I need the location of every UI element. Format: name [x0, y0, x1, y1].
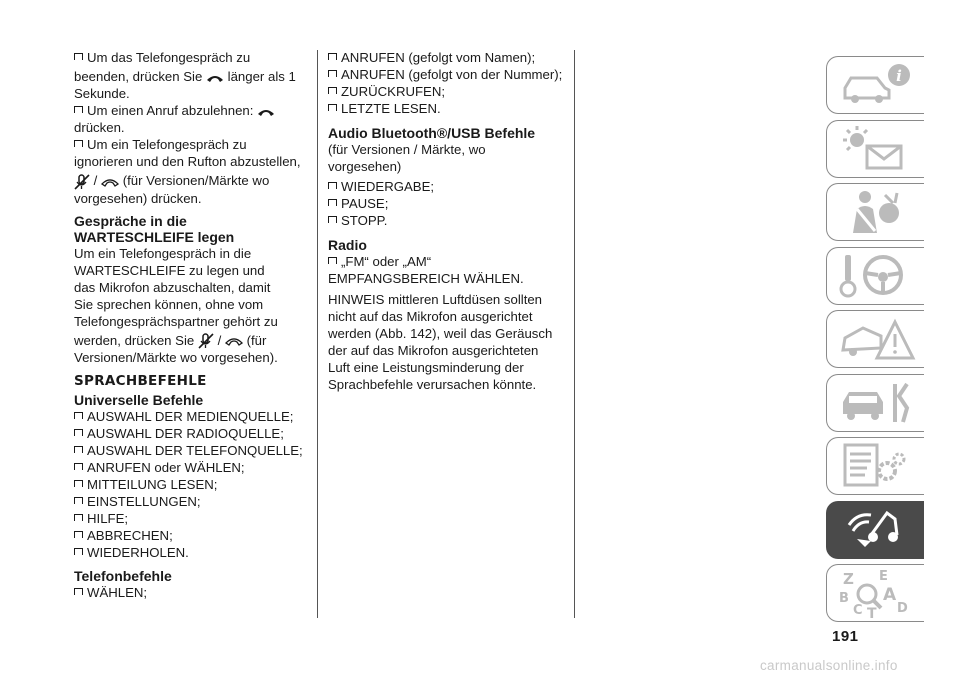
tab-starting-driving[interactable]	[826, 247, 924, 305]
section-title: SPRACHBEFEHLE	[74, 373, 207, 390]
list-item: AUSWAHL DER MEDIENQUELLE;	[74, 409, 306, 425]
text-line: werden (Abb. 142), weil das Geräusch	[328, 326, 553, 341]
emergency-car-warning-icon	[837, 314, 917, 364]
list-item: LETZTE LESEN.	[328, 101, 564, 117]
text-line: das Mikrofon abzuschalten, damit	[74, 279, 271, 295]
index-letter-a: A	[883, 585, 897, 605]
list-item	[74, 50, 306, 66]
tab-maintenance[interactable]	[826, 374, 924, 432]
index-letter-d: D	[897, 601, 908, 616]
text-span: (für Versionen/Märkte wo	[122, 173, 270, 188]
text-line: EMPFANGSBEREICH WÄHLEN.	[328, 271, 524, 286]
tab-safety[interactable]	[826, 183, 924, 241]
list-item	[74, 137, 306, 153]
text-span: beenden, drücken Sie	[74, 69, 203, 84]
column-left	[74, 50, 306, 602]
warning-lights-message-icon	[837, 124, 917, 174]
tab-car-info[interactable]	[826, 56, 924, 114]
car-service-tools-icon	[837, 378, 917, 428]
text-line: Um das Telefongespräch zu	[87, 50, 251, 65]
seatbelt-airbag-icon	[837, 187, 917, 237]
chapter-tabs	[826, 56, 926, 628]
heading-hold: Gespräche in die WARTESCHLEIFE legen	[74, 212, 235, 245]
text-line: vorgesehen)	[328, 159, 402, 174]
text-line	[74, 69, 306, 85]
list-item: EINSTELLUNGEN;	[74, 494, 306, 510]
column-divider	[574, 50, 575, 618]
text-line: Luft eine Leistungsminderung der	[328, 360, 524, 375]
phone-hangup-icon	[257, 107, 275, 117]
index-letter-c: C	[853, 603, 863, 618]
list-item: HILFE;	[74, 511, 306, 527]
list-item: PAUSE;	[328, 196, 564, 212]
text-line: WARTESCHLEIFE zu legen und	[74, 262, 265, 278]
text-line	[74, 173, 306, 190]
slash-separator: /	[93, 173, 98, 188]
list-item: ANRUFEN (gefolgt vom Namen);	[328, 50, 564, 66]
phone-hangup-icon	[206, 73, 224, 83]
page-number: 191	[832, 628, 859, 645]
list-item: ABBRECHEN;	[74, 528, 306, 544]
text-line: der auf das Mikrofon ausgerichteten	[328, 343, 539, 358]
list-item: „FM“ oder „AM“	[328, 254, 564, 270]
text-span: länger als 1	[227, 69, 296, 84]
list-item: ANRUFEN oder WÄHLEN;	[74, 460, 306, 476]
tab-warning-lights[interactable]	[826, 120, 924, 178]
alphabetical-index-icon	[837, 568, 917, 620]
watermark: carmanualsonline.info	[760, 658, 898, 673]
column-middle	[328, 50, 564, 394]
list-item: ANRUFEN (gefolgt von der Nummer);	[328, 67, 564, 83]
list-item: ZURÜCKRUFEN;	[328, 84, 564, 100]
heading-phone: Telefonbefehle	[74, 568, 172, 585]
phone-hangup-icon	[225, 336, 243, 346]
text-line: HINWEIS mittleren Luftdüsen sollten	[328, 292, 543, 307]
microphone-mute-icon	[198, 333, 214, 349]
text-line: (für Versionen / Märkte, wo	[328, 142, 486, 157]
car-info-icon	[837, 60, 917, 110]
text-span: werden, drücken Sie	[74, 332, 195, 348]
list-item: WÄHLEN;	[74, 585, 306, 601]
text-line	[74, 333, 306, 350]
heading-bluetooth-usb: Audio Bluetooth®/USB Befehle	[328, 125, 536, 141]
phone-hangup-icon	[101, 177, 119, 187]
note-paragraph	[328, 292, 564, 393]
svg-text:i: i	[896, 67, 902, 85]
text-line: Sprachbefehle verursachen könnte.	[328, 377, 537, 392]
tab-index[interactable]	[826, 564, 924, 622]
list-item: STOPP.	[328, 213, 564, 229]
technical-data-gears-icon	[837, 441, 917, 491]
text-line: Um ein Telefongespräch in die	[74, 245, 252, 261]
tab-multimedia[interactable]	[826, 501, 924, 559]
index-letter-t: T	[867, 606, 877, 620]
text-line: ignorieren und den Rufton abzustellen,	[74, 154, 301, 169]
list-item: AUSWAHL DER RADIOQUELLE;	[74, 426, 306, 442]
text-span: Um einen Anruf abzulehnen:	[87, 103, 254, 118]
text-span: (für	[246, 332, 267, 348]
list-item: AUSWAHL DER TELEFONQUELLE;	[74, 443, 306, 459]
index-letter-e: E	[879, 569, 888, 584]
slash-separator: /	[217, 332, 222, 348]
tab-technical-data[interactable]	[826, 437, 924, 495]
list-item: MITTEILUNG LESEN;	[74, 477, 306, 493]
heading-universal: Universelle Befehle	[74, 392, 204, 409]
tab-emergency[interactable]	[826, 310, 924, 368]
text-line: vorgesehen) drücken.	[74, 190, 202, 206]
text-line: Telefongesprächspartner gehört zu	[74, 313, 278, 329]
list-item: WIEDERHOLEN.	[74, 545, 306, 561]
text-line: drücken.	[74, 120, 125, 135]
multimedia-music-icon	[837, 505, 917, 555]
universal-list	[74, 409, 306, 561]
key-steering-wheel-icon	[837, 251, 917, 301]
column-divider	[317, 50, 318, 618]
index-letter-b: B	[839, 591, 849, 606]
heading-radio: Radio	[328, 237, 367, 253]
text-line: Sekunde.	[74, 86, 130, 101]
text-span: Um ein Telefongespräch zu	[87, 137, 247, 152]
microphone-mute-icon	[74, 174, 90, 190]
index-letter-z: Z	[843, 570, 854, 588]
list-item: WIEDERGABE;	[328, 179, 564, 195]
list-item	[74, 103, 306, 119]
text-line: nicht auf das Mikrofon ausgerichtet	[328, 309, 533, 324]
text-line: Sie sprechen können, ohne vom	[74, 296, 264, 312]
text-line: Versionen/Märkte wo vorgesehen).	[74, 350, 278, 366]
